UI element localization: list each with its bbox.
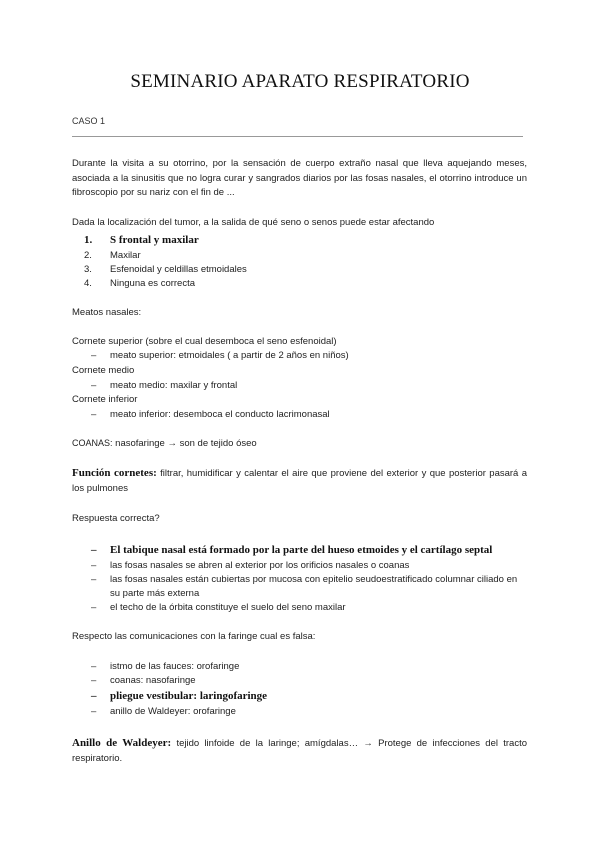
meato-inferior-text: meato inferior: desemboca el conducto lacrimonasal: [110, 409, 330, 420]
option-text: coanas: nasofaringe: [110, 675, 196, 686]
dash-bullet: –: [91, 350, 97, 361]
cornete-superior-title: Cornete superior (sobre el cual desemboca el seno esfenoidal): [72, 336, 337, 347]
dash-bullet: –: [91, 602, 97, 613]
option-number: 2.: [84, 250, 92, 261]
option-text: Maxilar: [110, 250, 141, 261]
meatos-heading: Meatos nasales:: [72, 307, 142, 318]
option-text: las fosas nasales se abren al exterior por los orificios nasales o coanas: [110, 560, 410, 571]
horizontal-divider: [72, 136, 523, 137]
list-item: [72, 705, 527, 719]
dash-bullet: –: [91, 675, 97, 686]
question-3-prompt: Respecto las comunicaciones con la faringe cual es falsa:: [72, 631, 316, 642]
dash-bullet: –: [91, 690, 97, 702]
list-item: [72, 559, 527, 573]
dash-bullet: –: [91, 706, 97, 717]
question-2-options: [72, 542, 527, 615]
question-1-options: [72, 232, 527, 291]
dash-bullet: –: [91, 661, 97, 672]
cornete-medio-list: [72, 379, 527, 393]
question-3-options: [72, 660, 527, 719]
coanas-label: COANAS:: [72, 438, 113, 448]
funcion-cornetes-lead: Función cornetes:: [72, 467, 157, 479]
funcion-cornetes-paragraph: [72, 466, 527, 496]
list-item: [72, 674, 527, 688]
list-item: [72, 249, 527, 263]
option-text: anillo de Waldeyer: orofaringe: [110, 706, 236, 717]
anillo-waldeyer-text: tejido linfoide de la laringe; amígdalas… → Protege de infecciones del tracto respiratorio.: [72, 738, 527, 764]
question-1-prompt: Dada la localización del tumor, a la salida de qué seno o senos puede estar afectando: [72, 217, 435, 228]
dash-bullet: –: [91, 380, 97, 391]
dash-bullet: –: [91, 544, 97, 556]
anillo-waldeyer-lead: Anillo de Waldeyer:: [72, 737, 172, 749]
question-2-prompt: Respuesta correcta?: [72, 513, 160, 524]
dash-bullet: –: [91, 574, 97, 585]
option-text: el techo de la órbita constituye el suelo del seno maxilar: [110, 602, 346, 613]
list-item: [72, 379, 527, 393]
list-item: [72, 263, 527, 277]
cornete-superior-list: [72, 349, 527, 363]
list-item: [72, 601, 527, 615]
option-text-correct: pliegue vestibular: laringofaringe: [110, 690, 268, 702]
dash-bullet: –: [91, 560, 97, 571]
dash-bullet: –: [91, 409, 97, 420]
coanas-line: [72, 436, 527, 451]
list-item: [72, 408, 527, 422]
option-number: 4.: [84, 278, 92, 289]
option-text: istmo de las fauces: orofaringe: [110, 661, 240, 672]
list-item: [72, 232, 527, 249]
option-text-correct: S frontal y maxilar: [110, 234, 199, 246]
case-intro-paragraph: Durante la visita a su otorrino, por la sensación de cuerpo extraño nasal que lleva aquejando meses, asociada a la sinusitis que no logra curar y sangrados diarios por las fosas nasales, el otorrino introduce un fibroscopio por su nariz con el fin de ...: [72, 158, 527, 198]
funcion-cornetes-text: filtrar, humidificar y calentar el aire que proviene del exterior y que posterior pasará a los pulmones: [72, 468, 528, 494]
cornete-inferior-title: Cornete inferior: [72, 394, 138, 405]
option-text: Esfenoidal y celdillas etmoidales: [110, 264, 247, 275]
option-text: las fosas nasales están cubiertas por mucosa con epitelio seudoestratificado columnar ciliado en su parte más externa: [110, 574, 518, 599]
option-text-correct: El tabique nasal está formado por la parte del hueso etmoides y el cartílago septal: [110, 544, 493, 556]
list-item: [72, 349, 527, 363]
list-item: [72, 688, 527, 705]
cornete-medio-title: Cornete medio: [72, 365, 135, 376]
meato-medio-text: meato medio: maxilar y frontal: [110, 380, 238, 391]
list-item: [72, 573, 527, 601]
page-title: SEMINARIO APARATO RESPIRATORIO: [130, 71, 470, 92]
case-label: CASO 1: [72, 116, 106, 126]
list-item: [72, 660, 527, 674]
option-number: 3.: [84, 264, 92, 275]
option-text: Ninguna es correcta: [110, 278, 196, 289]
anillo-waldeyer-paragraph: [72, 736, 527, 766]
list-item: [72, 542, 527, 559]
cornete-inferior-list: [72, 408, 527, 422]
meato-superior-text: meato superior: etmoidales ( a partir de 2 años en niños): [110, 350, 349, 361]
option-number: 1.: [84, 234, 93, 246]
list-item: [72, 277, 527, 291]
coanas-text: nasofaringe → son de tejido óseo: [115, 438, 257, 449]
